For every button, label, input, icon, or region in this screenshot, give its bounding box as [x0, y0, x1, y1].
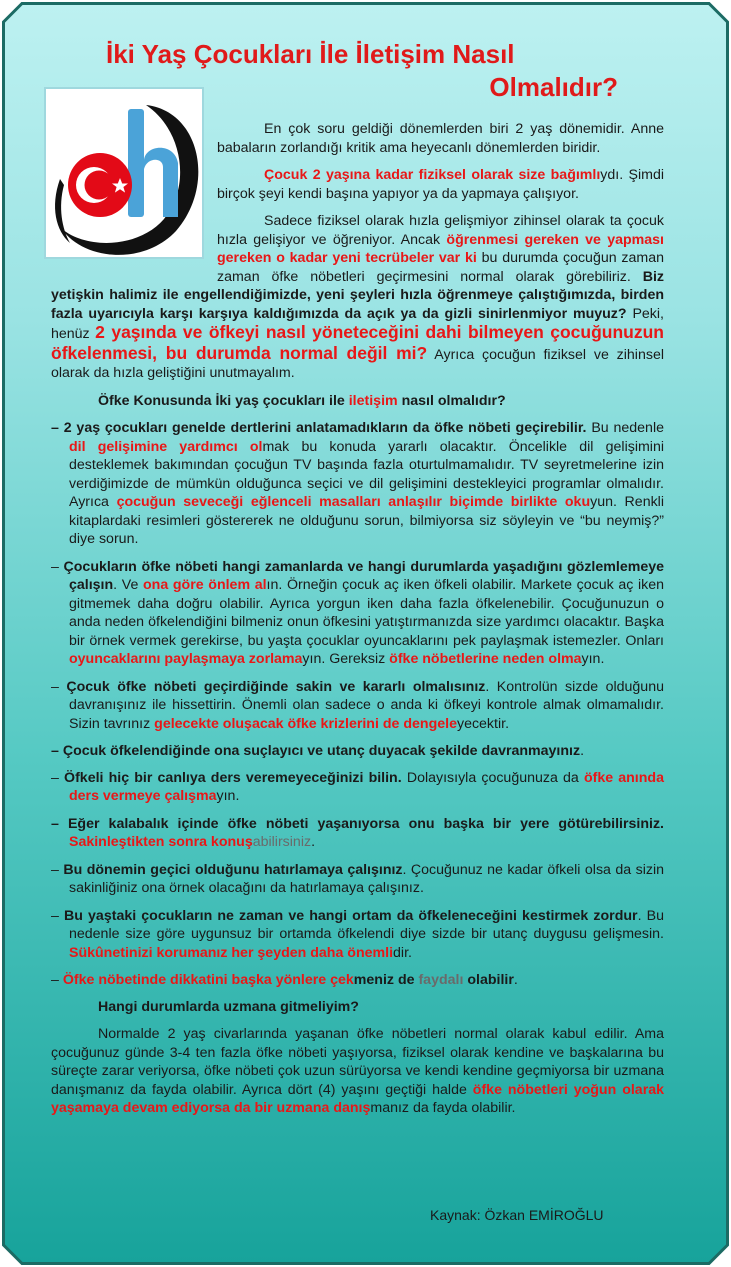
paragraph-intro: En çok soru geldiği dönemlerden biri 2 yaş dönemidir. Anne babaların zorlandığı kritik ama heyecanlı dönemlerden biridir.: [217, 121, 664, 156]
text: .: [311, 834, 316, 850]
text: bu durumda çocuğun zaman zaman öfke nöbetleri geçirmesini normal olarak görebiliriz.: [217, 250, 664, 285]
text: . Bu nedenle size göre uygunsuz bir ortamda öfkelendi diye sizde bir utanç duygusu gelişmesin.: [69, 907, 664, 942]
bold-text: – 2 yaş çocukları genelde dertlerini anlatamadıkların da öfke nöbeti geçirebilir.: [51, 420, 587, 436]
bold-text: – Eğer kalabalık içinde öfke nöbeti yaşanıyorsa onu başka bir yere götürebilirsiniz.: [51, 815, 664, 832]
highlight: öfke nöbetleri yoğun olarak yaşamaya devam ediyorsa da bir uzmana danış: [51, 1081, 664, 1116]
list-item: [51, 558, 664, 669]
text: yın.: [216, 788, 240, 804]
paragraph-final: [51, 1025, 664, 1118]
text: –: [51, 678, 67, 695]
text: yun. Renkli kitaplardaki resimleri göstererek ne olduğunu sorun, bilmiyorsa siz söyleyin ve “bu neymiş?” diye sorun.: [69, 494, 664, 547]
text: –: [51, 558, 64, 575]
text: –: [51, 769, 65, 786]
highlight: Öfke nöbetinde dikkatini başka yönlere çek: [62, 972, 354, 988]
text: Öfke Konusunda İki yaş çocukları ile: [98, 392, 349, 409]
text: mak bu konuda yararlı olacaktır. Öncelikle dil gelişimini desteklemek bakımından çocuğun TV başında fazla oturtulmamalıdır. TV seyretmelerine izin verdiğimizde de mümkün olduğunca seçici ve dil gelişimini destekleyici programlar olmalıdır. Ayrıca: [69, 438, 664, 510]
text: manız da fayda olabilir.: [370, 1100, 516, 1116]
bold-text: Çocuk öfke nöbeti geçirdiğinde sakin ve kararlı olmalısınız: [66, 678, 486, 695]
list-item: [51, 419, 664, 549]
bold-text: olabilir: [463, 972, 514, 988]
highlight: öğrenmesi gereken ve yapması gereken o kadar yeni tecrübeler var ki: [217, 231, 665, 266]
text: yecektir.: [456, 715, 510, 732]
text: yın. Gereksiz: [302, 651, 390, 667]
section-heading-communication: [51, 392, 664, 411]
logo-spacer: [51, 120, 217, 268]
bold-text: Öfkeli hiç bir canlıya ders veremeyeceğinizi bilin.: [64, 769, 402, 786]
text: ın. Örneğin çocuk aç iken öfkeli olabilir. Markete çocuk aç iken gitmemek daha doğru olabilir. Ayrıca yorgun iken daha fazla öfkelenebilir. Çocuğunuzun o anda neden öfkelendiğini bilmeniz onun öfkesini yatıştırmanızda size yardımcı olacaktır. Başka bir örnek vermek gerekirse, bu yaşta çocuklar oyuncaklarını pek paylaşmak istemezler. Onları: [69, 577, 665, 649]
highlight: oyuncaklarını paylaşmaya zorlama: [69, 651, 303, 667]
highlight: çocuğun seveceği eğlenceli masalları anlaşılır biçimde birlikte oku: [116, 494, 591, 510]
text: . Kontrolün sizde olduğunu davranışınız ile hissettirin. Önemli olan sadece o anda ki öfkeyi kontrole almak olmamalıdır. Sizin tavrınız: [69, 678, 664, 732]
bold-text: Biz yetişkin halimiz ile engellendiğimizde, yeni şeyleri hızla öğrenmeye çalıştığımızda, birden fazla uyarıcıyla karşı karşıya kaldığımızda da açık ya da gizli sinirlenmiyor muyuz?: [51, 268, 664, 322]
highlight: Sakinleştikten sonra konuş: [69, 834, 253, 850]
text: nasıl olmalıdır?: [397, 392, 506, 409]
list-item: [51, 907, 664, 963]
text: –: [51, 907, 65, 924]
bold-text: meniz de: [353, 972, 419, 988]
highlight: iletişim: [348, 392, 398, 409]
text: Sadece fiziksel olarak hızla gelişmiyor zihinsel olarak ta çocuk hızla gelişiyor ve öğreniyor. Ancak: [217, 213, 664, 248]
title-line-2: Olmalıdır?: [489, 72, 618, 102]
bold-text: – Çocuk öfkelendiğinde ona suçlayıcı ve utanç duyacak şekilde davranmayınız: [51, 743, 581, 759]
text: Peki, henüz: [51, 305, 664, 342]
list-item: [51, 971, 664, 990]
highlight: dil gelişimine yardımcı ol: [69, 438, 263, 455]
title-line-1: İki Yaş Çocukları İle İletişim Nasıl: [106, 39, 515, 69]
text: ydı. Şimdi birçok şeyi kendi başına yapıyor ya da yapmaya çalışıyor.: [217, 167, 664, 202]
bold-text: Bu dönemin geçici olduğunu hatırlamaya çalışınız: [63, 861, 403, 878]
highlight: Çocuk 2 yaşına kadar fiziksel olarak size bağımlı: [264, 167, 601, 183]
highlight-large: 2 yaşında ve öfkeyi nasıl yöneteceğini dahi bilmeyen çocuğunuzun öfkelenmesi, bu durumda normal değil mi?: [51, 322, 664, 363]
section-heading-specialist: Hangi durumlarda uzmana gitmeliyim?: [98, 998, 359, 1015]
list-item: [51, 678, 664, 734]
text: Bu nedenle: [586, 420, 664, 436]
list-item: [51, 769, 664, 806]
text: Ayrıca çocuğun fiziksel ve zihinsel olarak da hızla geliştiğini unutmayalım.: [51, 346, 664, 381]
text: .: [580, 743, 585, 759]
bold-text: Çocukların öfke nöbeti hangi zamanlarda ve hangi durumlarda yaşadığını gözlemlemeye çalışın: [63, 558, 664, 593]
gray-text: faydalı: [418, 972, 464, 988]
text: . Çocuğunuz ne kadar öfkeli olsa da sizin sakinliğiniz ona örnek olacağını da hatırlamaya çalışınız.: [69, 861, 664, 896]
bold-text: Bu yaştaki çocukların ne zaman ve hangi ortam da öfkeleneceğini kestirmek zordur: [64, 907, 638, 924]
text: yın.: [581, 651, 605, 667]
list-item: [51, 815, 664, 852]
highlight: öfke nöbetlerine neden olma: [389, 651, 582, 667]
text: .: [513, 972, 518, 988]
text: Dolayısıyla çocuğunuza da: [401, 769, 584, 786]
article-body: [51, 120, 664, 1127]
highlight: öfke anında ders vermeye çalışma: [69, 769, 664, 804]
gray-text: abilirsiniz: [252, 834, 312, 850]
text: dir.: [393, 944, 412, 961]
source-credit: Kaynak: Özkan EMİROĞLU: [430, 1207, 604, 1223]
text: Normalde 2 yaş civarlarında yaşanan öfke nöbetleri normal olarak kabul edilir. Ama çocuğunuz günde 3-4 ten fazla öfke nöbeti yaşıyorsa, fiziksel olarak kendine ve başkalarına bu süreçte zarar veriyorsa, öfke nöbeti çok uzun sürüyorsa ve kendi kendine geçmiyorsa bir uzmana danışmanız da fayda olabilir. Ayrıca dört (4) yaşını geçtiği halde: [51, 1026, 664, 1098]
highlight: ona göre önlem al: [143, 577, 267, 593]
list-item: [51, 861, 664, 898]
text: –: [51, 861, 64, 878]
text: –: [51, 972, 63, 988]
highlight: gelecekte oluşacak öfke krizlerini de dengele: [154, 715, 457, 732]
highlight: Sükûnetinizi korumanız her şeyden daha önemli: [69, 944, 394, 961]
list-item: [51, 742, 664, 761]
text: . Ve: [113, 577, 143, 593]
